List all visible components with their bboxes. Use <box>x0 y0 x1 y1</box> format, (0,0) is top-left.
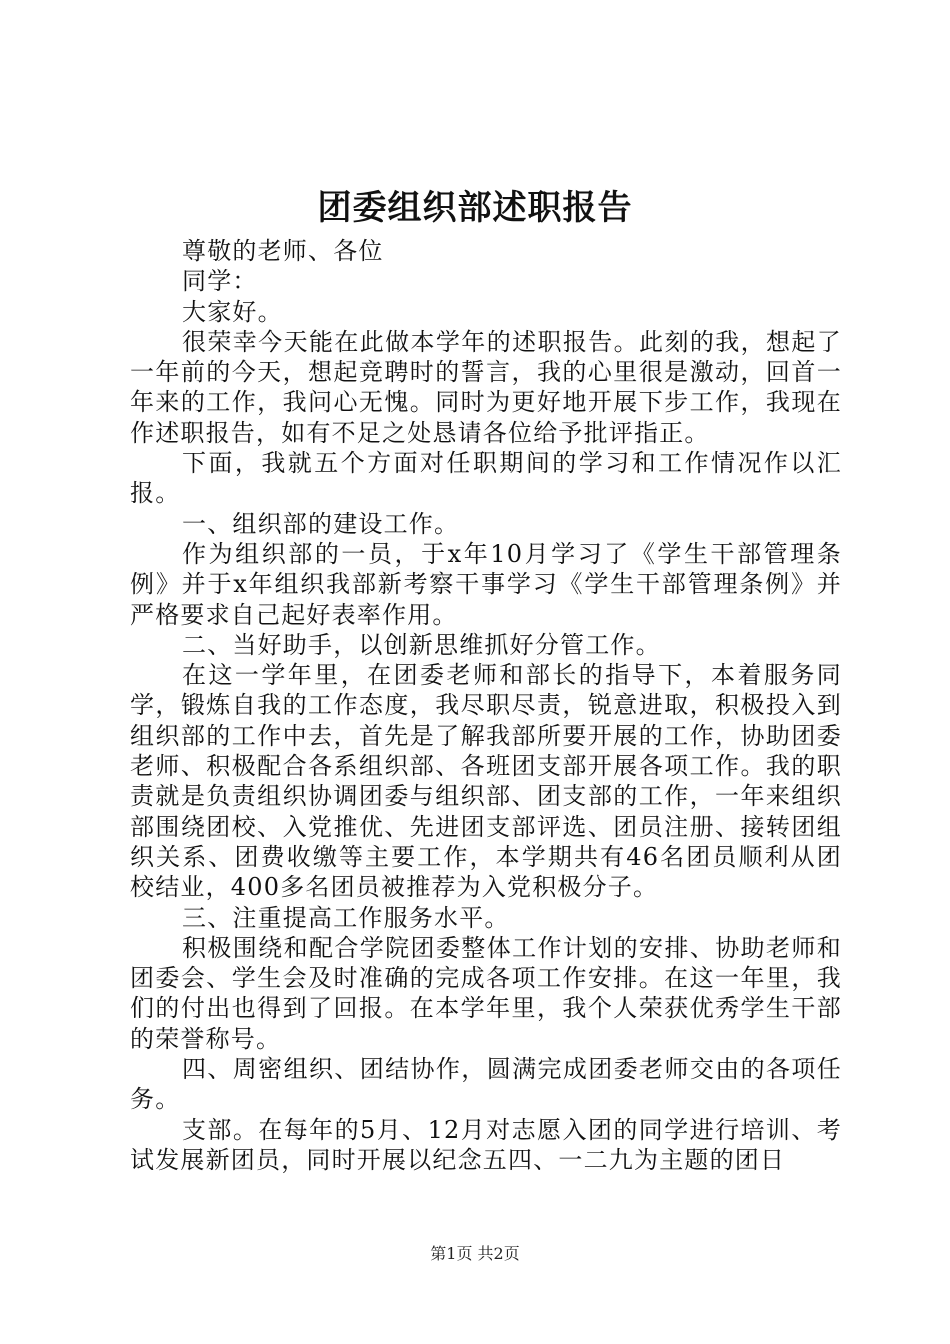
section-3-paragraph: 积极围绕和配合学院团委整体工作计划的安排、协助老师和团委会、学生会及时准确的完成各项工作安排。在这一年里，我们的付出也得到了回报。在本学年里，我个人荣获优秀学生干部的荣誉称号。 <box>130 933 842 1053</box>
intro-paragraph: 很荣幸今天能在此做本学年的述职报告。此刻的我，想起了一年前的今天，想起竞聘时的誓言，我的心里很是激动，回首一年来的工作，我问心无愧。同时为更好地开展下步工作，我现在作述职报告，如有不足之处恳请各位给予批评指正。 <box>130 327 842 447</box>
section-heading-4: 四、周密组织、团结协作，圆满完成团委老师交由的各项任务。 <box>130 1055 842 1114</box>
section-4-paragraph: 支部。在每年的5月、12月对志愿入团的同学进行培训、考试发展新团员，同时开展以纪念五四、一二九为主题的团日 <box>130 1115 842 1174</box>
salutation-line-2: 同学： <box>182 267 258 296</box>
overview-paragraph: 下面，我就五个方面对任职期间的学习和工作情况作以汇报。 <box>130 449 842 508</box>
page-footer <box>0 1242 950 1266</box>
page-number: 第1页 共2页 <box>430 1244 520 1263</box>
section-heading-3: 三、注重提高工作服务水平。 <box>182 903 510 932</box>
section-heading-2: 二、当好助手，以创新思维抓好分管工作。 <box>182 630 661 659</box>
greeting: 大家好。 <box>182 297 283 326</box>
section-heading-1: 一、组织部的建设工作。 <box>182 509 460 538</box>
section-2-paragraph: 在这一学年里，在团委老师和部长的指导下，本着服务同学，锻炼自我的工作态度，我尽职尽责，锐意进取，积极投入到组织部的工作中去，首先是了解我部所要开展的工作，协助团委老师、积极配合各系组织部、各班团支部开展各项工作。我的职责就是负责组织协调团委与组织部、团支部的工作，一年来组织部围绕团校、入党推优、先进团支部评选、团员注册、接转团组织关系、团费收缴等主要工作，本学期共有46名团员顺利从团校结业，400多名团员被推荐为入党积极分子。 <box>130 661 842 902</box>
document-title: 团委组织部述职报告 <box>317 188 633 228</box>
salutation-line-1: 尊敬的老师、各位 <box>182 237 384 265</box>
document-body <box>130 236 842 1175</box>
section-1-paragraph: 作为组织部的一员，于x年10月学习了《学生干部管理条例》并于x年组织我部新考察干事学习《学生干部管理条例》并严格要求自己起好表率作用。 <box>130 539 842 629</box>
